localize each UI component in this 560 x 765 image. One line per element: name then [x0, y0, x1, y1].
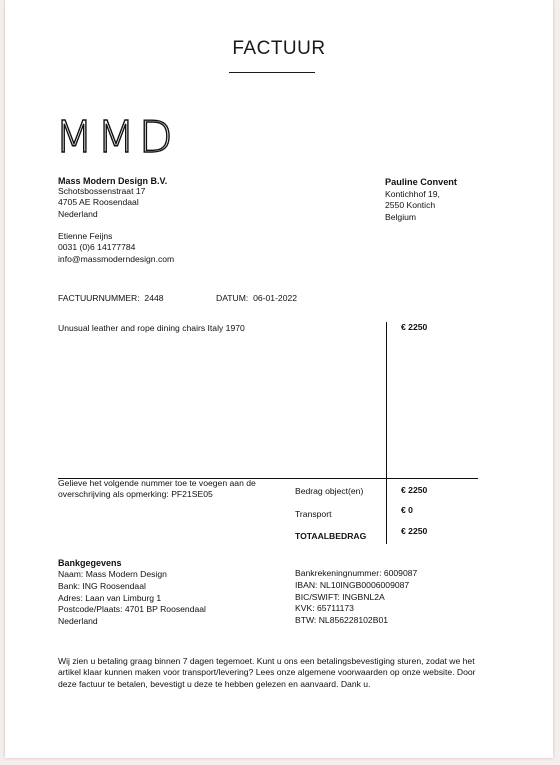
payment-reference-note: Gelieve het volgende nummer toe te voegen aan de overschrijving als opmerking: PF21SE05 — [58, 478, 256, 499]
invoice-date — [216, 293, 297, 303]
total-label: TOTAALBEDRAG — [295, 531, 367, 541]
total-value: € 2250 — [401, 526, 428, 536]
bank-account-number: Bankrekeningnummer: 6009087 — [295, 568, 418, 578]
client-address — [385, 189, 440, 223]
bank-iban: IBAN: NL10INGB0006009087 — [295, 579, 410, 590]
client-country: Belgium — [385, 211, 417, 222]
contact-phone: 0031 (0)6 14177784 — [58, 242, 136, 253]
object-amount-label: Bedrag object(en) — [295, 486, 364, 496]
title-underline — [229, 72, 315, 73]
bank-details-title: Bankgegevens — [58, 558, 122, 568]
company-logo — [55, 112, 205, 160]
company-kvk: KVK: 65711173 — [295, 603, 354, 614]
invoice-page — [5, 0, 553, 758]
bank-details-right — [295, 568, 417, 627]
invoice-number-value: 2448 — [144, 293, 164, 303]
client-street: Kontichhof 19, — [385, 189, 440, 199]
bank-account-name: Naam: Mass Modern Design — [58, 569, 167, 579]
bank-country: Nederland — [58, 616, 98, 627]
contact-name: Etienne Feijns — [58, 231, 113, 241]
bank-details-left — [58, 569, 206, 628]
table-vertical-divider — [386, 322, 387, 544]
item-price: € 2250 — [401, 322, 428, 332]
sender-postal-city: 4705 AE Roosendaal — [58, 197, 139, 208]
svg-text:MMD: MMD — [55, 112, 177, 160]
sender-street: Schotsbossenstraat 17 — [58, 186, 146, 196]
sender-country: Nederland — [58, 208, 98, 219]
invoice-date-value: 06-01-2022 — [253, 293, 298, 303]
sender-address — [58, 186, 145, 220]
company-btw: BTW: NL856228102B01 — [295, 615, 389, 626]
contact-email: info@massmoderndesign.com — [58, 253, 175, 264]
sender-company-name: Mass Modern Design B.V. — [58, 176, 168, 186]
invoice-number — [58, 293, 164, 303]
bank-address: Adres: Laan van Limburg 1 — [58, 592, 162, 603]
bank-bic: BIC/SWIFT: INGBNL2A — [295, 591, 385, 602]
bank-postal: Postcode/Plaats: 4701 BP Roosendaal — [58, 604, 206, 615]
transport-value: € 0 — [401, 505, 413, 515]
client-postal-city: 2550 Kontich — [385, 200, 436, 211]
object-amount-value: € 2250 — [401, 485, 428, 495]
invoice-number-label: FACTUURNUMMER: — [58, 293, 140, 303]
invoice-date-label: DATUM: — [216, 293, 249, 303]
item-description: Unusual leather and rope dining chairs Italy 1970 — [58, 323, 245, 333]
client-name: Pauline Convent — [385, 177, 457, 187]
payment-terms-footer: Wij zien u betaling graag binnen 7 dagen tegemoet. Kunt u ons een betalingsbevestiging sturen, zodat we het artikel klaar kunnen maken voor transport/levering? Lees onze algemene voorwaarden op onze website. Door deze factuur te betalen, bevestigt u deze te hebben gelezen en aanvaard. Dank u. — [58, 656, 476, 689]
invoice-title: FACTUUR — [232, 38, 326, 59]
bank-name: Bank: ING Roosendaal — [58, 580, 146, 591]
transport-label: Transport — [295, 509, 332, 519]
sender-contact — [58, 231, 174, 265]
